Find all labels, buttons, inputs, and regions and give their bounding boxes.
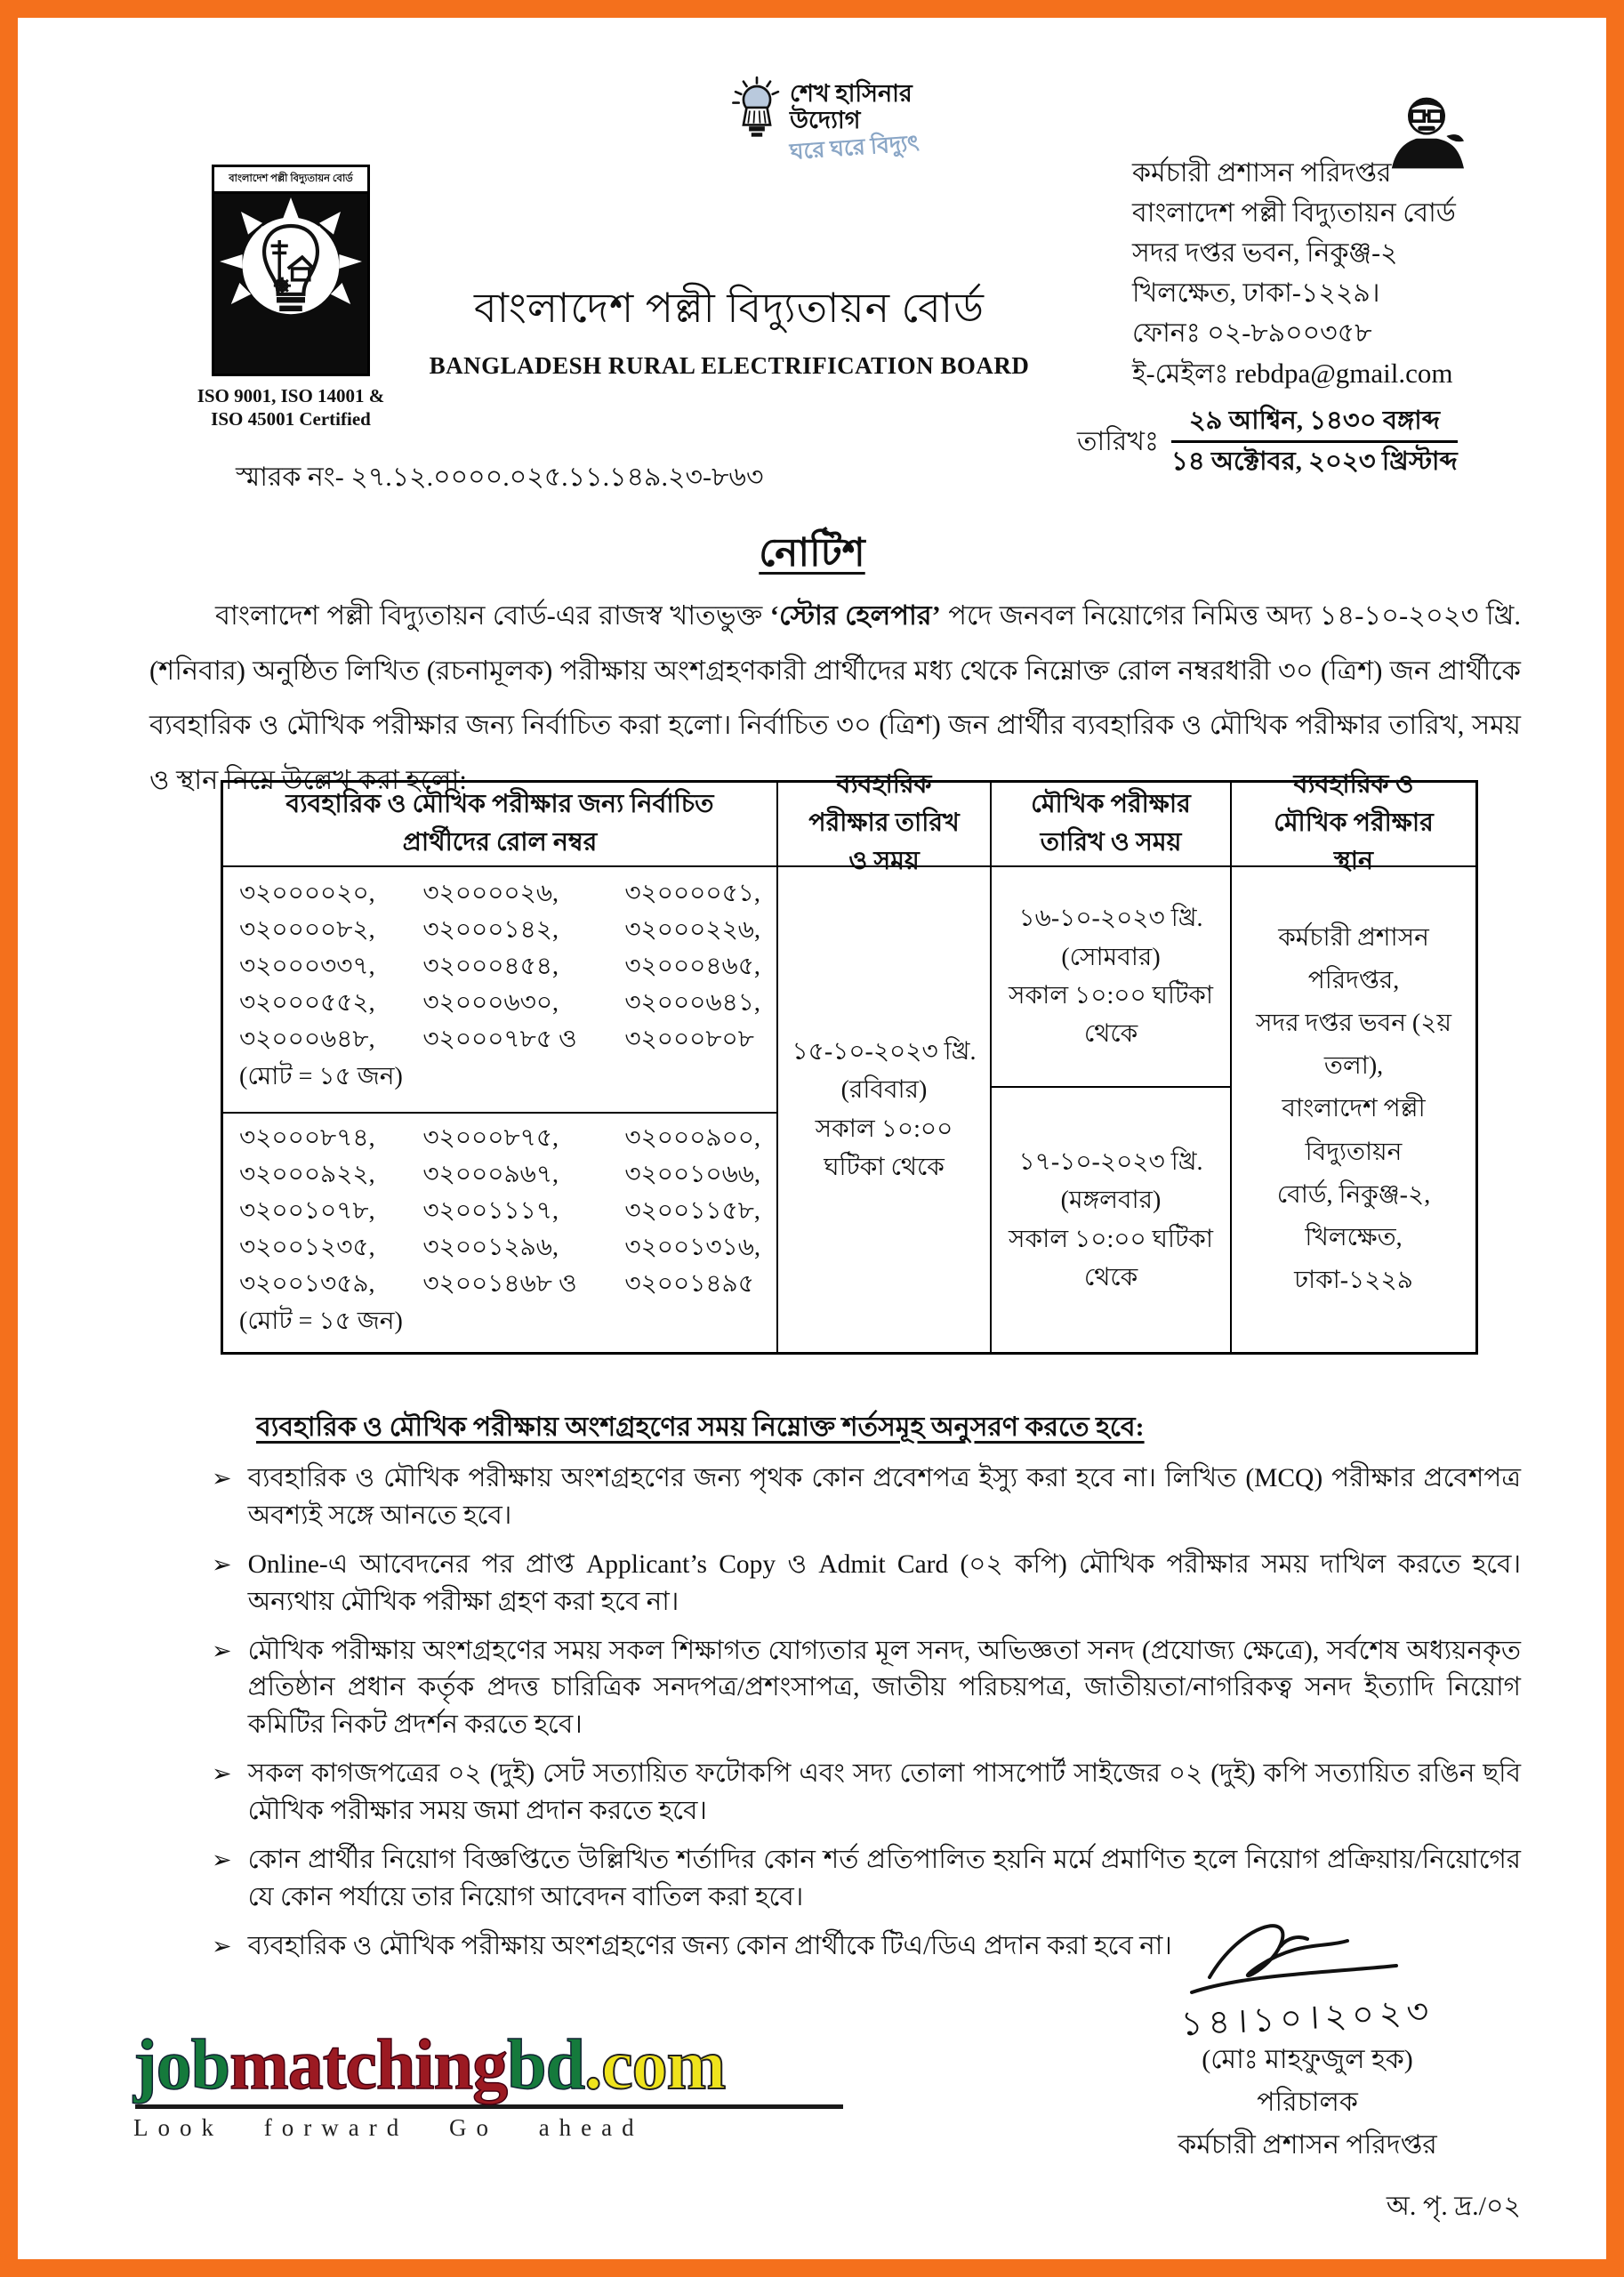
roll-number: ৩২০০১০৬৬, bbox=[624, 1161, 760, 1188]
logo-part-bd: bd bbox=[507, 2026, 585, 2104]
condition-item bbox=[212, 1547, 1521, 1621]
roll-number: ৩২০০১৩১৬, bbox=[624, 1234, 760, 1261]
roll-number: ৩২০০১২৩৫, bbox=[239, 1234, 375, 1261]
date-block bbox=[1077, 404, 1550, 479]
arrow-bullet-icon: ➢ bbox=[212, 1637, 232, 1664]
roll-number: ৩২০০০৪৬৫, bbox=[624, 953, 760, 980]
datetime-line: (সোমবার) bbox=[1061, 943, 1161, 971]
viva-exam-datetime-cell-1 bbox=[992, 867, 1232, 1088]
roll-number: ৩২০০০২২৬, bbox=[624, 916, 760, 944]
condition-text: কোন প্রার্থীর নিয়োগ বিজ্ঞপ্তিতে উল্লিখিত শর্তাদির কোন শর্ত প্রতিপালিত হয়নি মর্মে প্রমাণিত হলে নিয়োগ প্রক্রিয়ায়/নিয়োগের যে কোন পর্যায়ে তার নিয়োগ আবেদন বাতিল করা হবে। bbox=[247, 1845, 1521, 1911]
datetime-line: ঘটিকা থেকে bbox=[824, 1153, 945, 1181]
datetime-line: থেকে bbox=[1083, 1263, 1138, 1291]
datetime-line: সকাল ১০:০০ bbox=[815, 1114, 953, 1143]
roll-number: ৩২০০১১১৭, bbox=[422, 1197, 559, 1225]
venue-line: কর্মচারী প্রশাসন পরিদপ্তর, bbox=[1278, 923, 1429, 994]
breb-sunburst-bulb-icon bbox=[220, 196, 362, 356]
date-gregorian: ১৪ অক্টোবর, ২০২৩ খ্রিস্টাব্দ bbox=[1171, 447, 1458, 476]
datetime-line: সকাল ১০:০০ ঘটিকা bbox=[1009, 1225, 1213, 1253]
roll-number: ৩২০০০০৫১, bbox=[624, 880, 760, 907]
roll-number: ৩২০০১২৯৬, bbox=[422, 1234, 559, 1261]
roll-number: ৩২০০১০৭৮, bbox=[239, 1197, 375, 1225]
arrow-bullet-icon: ➢ bbox=[212, 1932, 232, 1959]
logo-part-matching: matching bbox=[229, 2026, 508, 2104]
logo-tagline: Look forward Go ahead bbox=[133, 2114, 644, 2141]
roll-number: ৩২০০০৯৬৭, bbox=[422, 1161, 559, 1188]
signatory-designation: পরিচালক bbox=[1257, 2087, 1358, 2117]
roll-number: ৩২০০০৬৪১, bbox=[624, 989, 760, 1017]
table-header-viva-datetime: মৌখিক পরীক্ষার তারিখ ও সময় bbox=[992, 783, 1232, 867]
office-email: ই-মেইলঃ rebdpa@gmail.com bbox=[1132, 358, 1453, 389]
datetime-line: সকাল ১০:০০ ঘটিকা bbox=[1009, 982, 1213, 1010]
signature-block bbox=[1041, 1911, 1574, 2167]
roll-number: ৩২০০০৮৭৫, bbox=[422, 1124, 559, 1152]
roll-numbers-group2 bbox=[223, 1114, 778, 1352]
datetime-line: (রবিবার) bbox=[840, 1076, 928, 1105]
memo-number: স্মারক নং- ২৭.১২.০০০০.০২৫.১১.১৪৯.২৩-৮৬৩ bbox=[236, 463, 764, 492]
logo-part-com: .com bbox=[584, 2026, 726, 2104]
date-bengali-calendar: ২৯ আশ্বিন, ১৪৩০ বঙ্গাব্দ bbox=[1171, 404, 1458, 443]
conditions-list bbox=[212, 1460, 1521, 1977]
iso-certification-text: ISO 9001, ISO 14001 & ISO 45001 Certified bbox=[197, 385, 385, 430]
roll-number: ৩২০০০৩৩৭, bbox=[239, 953, 375, 980]
post-name-bold: ‘স্টোর হেলপার’ bbox=[769, 600, 941, 631]
roll-number: ৩২০০০৪৫৪, bbox=[422, 953, 559, 980]
roll-number: ৩২০০১৩৫৯, bbox=[239, 1270, 375, 1298]
lightbulb-rays-icon bbox=[729, 71, 784, 157]
breb-emblem-band-text: বাংলাদেশ পল্লী বিদ্যুতায়ন বোর্ড bbox=[214, 167, 367, 194]
signature-date-handwritten: ১৪।১০।২০২৩ bbox=[1179, 1992, 1435, 2044]
office-line: বাংলাদেশ পল্লী বিদ্যুতায়ন বোর্ড bbox=[1132, 198, 1456, 228]
roll-number: ৩২০০১৪৯৫ bbox=[624, 1270, 754, 1298]
condition-text: ব্যবহারিক ও মৌখিক পরীক্ষায় অংশগ্রহণের জন্য পৃথক কোন প্রবেশপত্র ইস্যু করা হবে না। লিখিত (MCQ) পরীক্ষার প্রবেশপত্র অবশ্যই সঙ্গে আনতে হবে। bbox=[247, 1464, 1521, 1530]
roll-number: ৩২০০১৪৬৮ ও bbox=[422, 1270, 577, 1298]
table-header-roll-numbers: ব্যবহারিক ও মৌখিক পরীক্ষার জন্য নির্বাচিত প্রার্থীদের রোল নম্বর bbox=[223, 783, 778, 867]
roll-number: ৩২০০০৫৫২, bbox=[239, 989, 375, 1017]
roll-number: ৩২০০০০২০, bbox=[239, 880, 375, 907]
office-line: কর্মচারী প্রশাসন পরিদপ্তর bbox=[1132, 158, 1392, 188]
exam-schedule-table bbox=[221, 771, 1478, 1355]
jobmatchingbd-logo bbox=[133, 2026, 845, 2142]
datetime-line: ১৭-১০-২০২৩ খ্রি. bbox=[1018, 1147, 1203, 1176]
exam-venue-cell bbox=[1232, 867, 1475, 1352]
roll-number: ৩২০০০৯২২, bbox=[239, 1161, 375, 1188]
group1-total: (মোট = ১৫ জন) bbox=[239, 1063, 403, 1090]
roll-number-list bbox=[239, 1126, 760, 1297]
condition-item bbox=[212, 1460, 1521, 1535]
venue-line: ঢাকা-১২২৯ bbox=[1294, 1267, 1413, 1295]
condition-item bbox=[212, 1756, 1521, 1830]
datetime-line: থেকে bbox=[1083, 1020, 1138, 1049]
signatory-office: কর্মচারী প্রশাসন পরিদপ্তর bbox=[1178, 2129, 1437, 2160]
arrow-bullet-icon: ➢ bbox=[212, 1760, 232, 1788]
table-header-venue: ব্যবহারিক ও মৌখিক পরীক্ষার স্থান bbox=[1232, 783, 1475, 867]
roll-number: ৩২০০০৬৪৮, bbox=[239, 1026, 375, 1053]
viva-exam-datetime-cell-2 bbox=[992, 1088, 1232, 1352]
arrow-bullet-icon: ➢ bbox=[212, 1550, 232, 1578]
intro-paragraph: বাংলাদেশ পল্লী বিদ্যুতায়ন বোর্ড-এর রাজস্ব খাতভুক্ত ‘স্টোর হেলপার’ পদে জনবল নিয়োগের নিমিত্ত অদ্য ১৪-১০-২০২৩ খ্রি. (শনিবার) অনুষ্ঠিত লিখিত (রচনামূলক) পরীক্ষায় অংশগ্রহণকারী প্রার্থীদের মধ্য থেকে নিম্নোক্ত রোল নম্বরধারী ৩০ (ত্রিশ) জন প্রার্থীকে ব্যবহারিক ও মৌখিক পরীক্ষার জন্য নির্বাচিত করা হলো। নির্বাচিত ৩০ (ত্রিশ) জন প্রার্থীর ব্যবহারিক ও মৌখিক পরীক্ষার তারিখ, সময় ও স্থান নিম্নে উল্লেখ করা হলো: bbox=[149, 600, 1521, 795]
roll-number: ৩২০০০৬৩০, bbox=[422, 989, 559, 1017]
condition-text: মৌখিক পরীক্ষায় অংশগ্রহণের সময় সকল শিক্ষাগত যোগ্যতার মূল সনদ, অভিজ্ঞতা সনদ (প্রযোজ্য ক্ষেত্রে), সর্বশেষ অধ্যয়নকৃত প্রতিষ্ঠান প্রধান কর্তৃক প্রদত্ত চারিত্রিক সনদপত্র/প্রশংসাপত্র, জাতীয় পরিচয়পত্র, জাতীয়তা/নাগরিকত্ব সনদ ইত্যাদি নিয়োগ কমিটির নিকট প্রদর্শন করতে হবে। bbox=[247, 1636, 1521, 1740]
practical-exam-datetime-cell bbox=[778, 867, 992, 1352]
date-values bbox=[1171, 404, 1458, 479]
roll-numbers-group1 bbox=[223, 867, 778, 1114]
roll-number: ৩২০০০০৮২, bbox=[239, 916, 375, 944]
table-header-practical-datetime: ব্যবহারিক পরীক্ষার তারিখ ও সময় bbox=[778, 783, 992, 867]
bulb-logo-line1: শেখ হাসিনার bbox=[790, 80, 912, 107]
office-line: সদর দপ্তর ভবন, নিকুঞ্জ-২ bbox=[1132, 238, 1398, 268]
arrow-bullet-icon: ➢ bbox=[212, 1846, 232, 1873]
sheikh-hasina-initiative-logo bbox=[729, 71, 921, 165]
condition-item bbox=[212, 1842, 1521, 1917]
conditions-heading: ব্যবহারিক ও মৌখিক পরীক্ষায় অংশগ্রহণের সময় নিম্নোক্ত শর্তসমূহ অনুসরণ করতে হবে: bbox=[256, 1412, 1145, 1442]
bulb-logo-line2: উদ্যোগ bbox=[790, 107, 861, 134]
roll-number: ৩২০০০০২৬, bbox=[422, 880, 559, 907]
datetime-line: ১৬-১০-২০২৩ খ্রি. bbox=[1018, 905, 1203, 933]
signatory-name: (মোঃ মাহফুজুল হক) bbox=[1202, 2044, 1413, 2074]
roll-number: ৩২০০০৮৭৪, bbox=[239, 1124, 375, 1152]
datetime-line: ১৫-১০-২০২৩ খ্রি. bbox=[792, 1037, 977, 1066]
group2-total: (মোট = ১৫ জন) bbox=[239, 1307, 403, 1335]
venue-line: বোর্ড, নিকুঞ্জ-২, খিলক্ষেত, bbox=[1276, 1180, 1431, 1251]
office-address-block bbox=[1077, 153, 1550, 479]
condition-text: সকল কাগজপত্রের ০২ (দুই) সেট সত্যায়িত ফটোকপি এবং সদ্য তোলা পাসপোর্ট সাইজের ০২ (দুই) কপি সত্যায়িত রঙিন ছবি মৌখিক পরীক্ষার সময় জমা প্রদান করতে হবে। bbox=[247, 1759, 1521, 1825]
logo-part-job: job bbox=[133, 2026, 230, 2104]
jobmatchingbd-wordmark bbox=[133, 2026, 845, 2104]
roll-number-list bbox=[239, 881, 760, 1052]
arrow-bullet-icon: ➢ bbox=[212, 1465, 232, 1492]
roll-number: ৩২০০০৯০০, bbox=[624, 1124, 760, 1152]
logo-underline bbox=[135, 2104, 843, 2109]
datetime-line: (মঙ্গলবার) bbox=[1060, 1187, 1162, 1215]
venue-line: বাংলাদেশ পল্লী বিদ্যুতায়ন bbox=[1282, 1095, 1426, 1166]
org-title-block bbox=[356, 278, 1103, 380]
date-label: তারিখঃ bbox=[1077, 426, 1159, 456]
roll-number: ৩২০০১১৫৮, bbox=[624, 1197, 760, 1225]
org-title-english: BANGLADESH RURAL ELECTRIFICATION BOARD bbox=[429, 352, 1030, 379]
condition-item bbox=[212, 1633, 1521, 1745]
venue-line: সদর দপ্তর ভবন (২য় তলা), bbox=[1256, 1010, 1451, 1081]
roll-number: ৩২০০০৭৮৫ ও bbox=[422, 1026, 577, 1053]
reference-number: অ. পৃ. দ্র./০২ bbox=[1386, 2192, 1521, 2221]
office-phone: ফোনঃ ০২-৮৯০০৩৫৮ bbox=[1132, 318, 1372, 348]
breb-emblem bbox=[212, 165, 370, 376]
roll-number: ৩২০০০১৪২, bbox=[422, 916, 559, 944]
condition-text: Online-এ আবেদনের পর প্রাপ্ত Applicant’s Copy ও Admit Card (০২ কপি) মৌখিক পরীক্ষার সময় দাখিল করতে হবে। অন্যথায় মৌখিক পরীক্ষা গ্রহণ করা হবে না। bbox=[247, 1549, 1521, 1616]
notice-title: নোটিশ bbox=[759, 531, 865, 575]
office-line: খিলক্ষেত, ঢাকা-১২২৯। bbox=[1132, 278, 1380, 308]
roll-number: ৩২০০০৮০৮ bbox=[624, 1026, 754, 1053]
bulb-logo-line3: ঘরে ঘরে বিদ্যুৎ bbox=[789, 132, 921, 165]
condition-text: ব্যবহারিক ও মৌখিক পরীক্ষায় অংশগ্রহণের জন্য কোন প্রার্থীকে টিএ/ডিএ প্রদান করা হবে না। bbox=[247, 1931, 1172, 1960]
email-address: rebdpa@gmail.com bbox=[1234, 358, 1453, 389]
org-title-bengali: বাংলাদেশ পল্লী বিদ্যুতায়ন বোর্ড bbox=[474, 286, 985, 331]
